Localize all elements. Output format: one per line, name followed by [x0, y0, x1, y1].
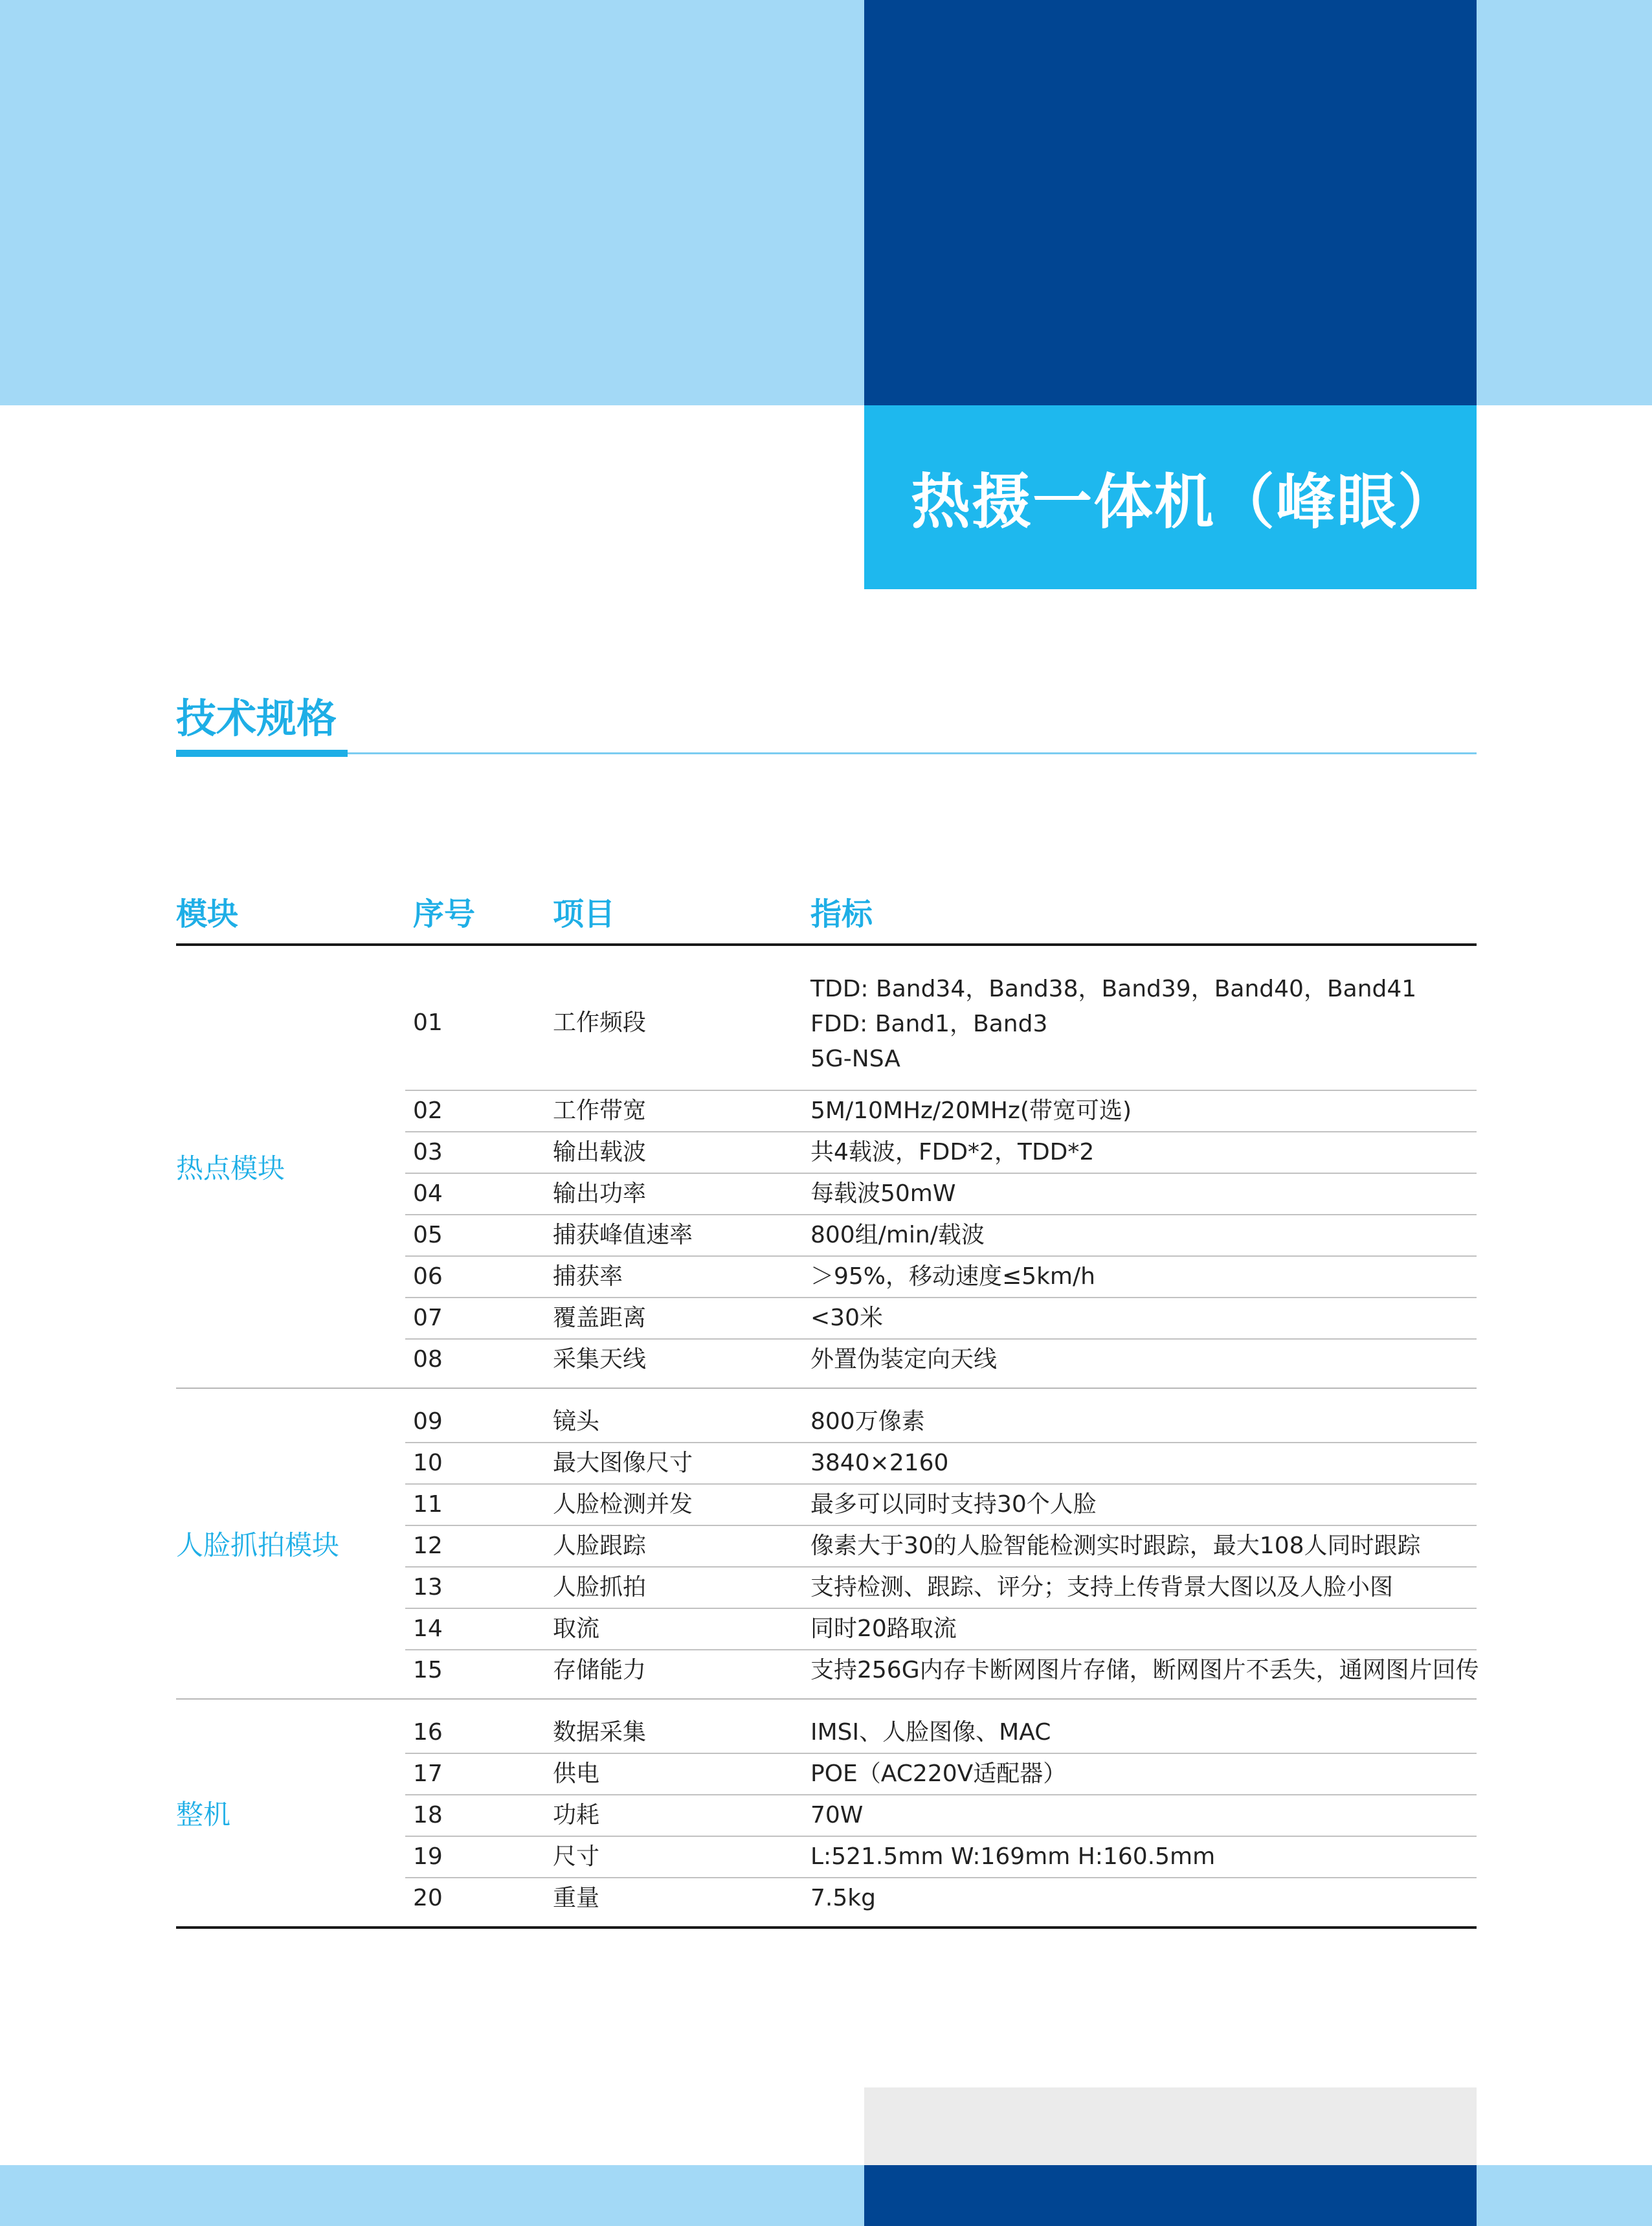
row-number: 10	[413, 1450, 443, 1476]
table-row	[405, 1754, 1477, 1795]
spec-line: IMSI、人脸图像、MAC	[810, 1719, 1051, 1746]
table-row	[405, 1795, 1477, 1837]
row-item: 工作带宽	[553, 1097, 647, 1124]
product-title: 热摄一体机（峰眼）	[911, 467, 1459, 537]
section-divider-accent	[176, 750, 348, 757]
spec-line: 外置伪装定向天线	[810, 1346, 998, 1373]
row-spec	[810, 1715, 1051, 1750]
table-row	[405, 1443, 1477, 1485]
table-row	[405, 1485, 1477, 1526]
table-row	[405, 1650, 1477, 1692]
table-row	[405, 1837, 1477, 1878]
row-number: 15	[413, 1657, 443, 1683]
module-rows	[405, 946, 1477, 1388]
row-item: 人脸检测并发	[553, 1491, 693, 1518]
row-item: 覆盖距离	[553, 1305, 647, 1331]
row-spec	[810, 1653, 1479, 1688]
row-spec	[810, 1839, 1215, 1874]
table-row	[405, 1174, 1477, 1215]
column-header-item: 项目	[553, 896, 616, 932]
table-header	[176, 877, 1477, 946]
row-spec	[810, 1259, 1095, 1294]
row-spec	[810, 1798, 863, 1833]
table-row	[405, 1878, 1477, 1920]
table-row	[405, 1091, 1477, 1132]
spec-line: <30米	[810, 1305, 883, 1331]
row-item: 采集天线	[553, 1346, 647, 1373]
row-item: 捕获峰值速率	[553, 1222, 693, 1248]
row-spec	[810, 1446, 948, 1481]
row-item: 存储能力	[553, 1657, 647, 1683]
row-item: 功耗	[553, 1802, 600, 1828]
row-number: 02	[413, 1097, 443, 1124]
spec-table	[176, 877, 1477, 1929]
row-spec	[810, 1570, 1393, 1605]
table-row	[405, 1257, 1477, 1298]
table-row	[405, 1713, 1477, 1754]
row-spec	[810, 1612, 957, 1647]
row-item: 供电	[553, 1760, 600, 1787]
module-rows	[405, 1700, 1477, 1926]
table-row	[405, 1298, 1477, 1340]
spec-line: TDD: Band34，Band38，Band39，Band40，Band41	[810, 976, 1417, 1002]
spec-line: ＞95%，移动速度≤5km/h	[810, 1263, 1095, 1290]
module-label: 整机	[176, 1799, 231, 1830]
module-group	[176, 1389, 1477, 1700]
spec-line: 每载波50mW	[810, 1180, 956, 1207]
row-spec	[810, 1094, 1132, 1129]
row-item: 输出功率	[553, 1180, 647, 1207]
table-body	[176, 946, 1477, 1929]
spec-line: 像素大于30的人脸智能检测实时跟踪，最大108人同时跟踪	[810, 1533, 1421, 1559]
table-row	[405, 1402, 1477, 1443]
table-row	[405, 1526, 1477, 1568]
spec-line: 同时20路取流	[810, 1615, 957, 1642]
row-spec	[810, 972, 1416, 1077]
row-number: 20	[413, 1885, 443, 1911]
row-spec	[810, 1218, 985, 1253]
row-number: 19	[413, 1843, 443, 1870]
module-rows	[405, 1389, 1477, 1698]
module-label: 人脸抓拍模块	[176, 1529, 340, 1561]
row-number: 11	[413, 1491, 443, 1518]
row-spec	[810, 1404, 925, 1439]
row-number: 04	[413, 1180, 443, 1207]
spec-line: 800组/min/载波	[810, 1222, 985, 1248]
row-number: 13	[413, 1574, 443, 1601]
column-header-no: 序号	[413, 896, 476, 932]
row-item: 捕获率	[553, 1263, 623, 1290]
row-spec	[810, 1342, 997, 1377]
row-number: 09	[413, 1408, 443, 1435]
spec-line: 7.5kg	[810, 1885, 876, 1911]
top-dark-decor-block	[864, 0, 1477, 405]
row-number: 05	[413, 1222, 443, 1248]
module-label: 热点模块	[176, 1152, 285, 1184]
row-item: 重量	[553, 1885, 600, 1911]
table-row	[405, 1609, 1477, 1650]
row-number: 06	[413, 1263, 443, 1290]
row-item: 最大图像尺寸	[553, 1450, 693, 1476]
column-header-spec: 指标	[810, 896, 873, 932]
column-header-module: 模块	[176, 896, 239, 932]
row-item: 镜头	[553, 1408, 600, 1435]
spec-line: 共4载波，FDD*2，TDD*2	[810, 1139, 1095, 1165]
spec-line: FDD: Band1，Band3	[810, 1011, 1048, 1037]
title-banner	[864, 405, 1477, 589]
spec-line: 5G-NSA	[810, 1046, 900, 1072]
spec-line: 70W	[810, 1802, 864, 1828]
row-item: 输出载波	[553, 1139, 647, 1165]
table-row	[405, 1340, 1477, 1381]
spec-line: L:521.5mm W:169mm H:160.5mm	[810, 1843, 1216, 1870]
row-number: 17	[413, 1760, 443, 1787]
row-item: 取流	[553, 1615, 600, 1642]
row-number: 12	[413, 1533, 443, 1559]
bottom-grey-decor	[864, 2087, 1477, 2165]
module-group	[176, 946, 1477, 1389]
row-spec	[810, 1301, 883, 1336]
section-divider	[176, 752, 1477, 754]
row-item: 数据采集	[553, 1719, 647, 1746]
row-spec	[810, 1135, 1094, 1170]
row-item: 尺寸	[553, 1843, 600, 1870]
spec-line: 支持检测、跟踪、评分；支持上传背景大图以及人脸小图	[810, 1574, 1394, 1601]
row-item: 工作频段	[553, 1009, 647, 1036]
table-row	[405, 1568, 1477, 1609]
spec-line: 3840×2160	[810, 1450, 949, 1476]
spec-line: 支持256G内存卡断网图片存储，断网图片不丢失，通网图片回传	[810, 1657, 1479, 1683]
row-number: 14	[413, 1615, 443, 1642]
row-spec	[810, 1529, 1421, 1564]
row-spec	[810, 1487, 1097, 1522]
table-row	[405, 959, 1477, 1091]
spec-line: POE（AC220V适配器）	[810, 1760, 1067, 1787]
spec-line: 800万像素	[810, 1408, 925, 1435]
table-row	[405, 1132, 1477, 1174]
row-spec	[810, 1176, 955, 1211]
spec-line: 5M/10MHz/20MHz(带宽可选)	[810, 1097, 1132, 1124]
row-spec	[810, 1757, 1066, 1792]
row-number: 01	[413, 1009, 443, 1036]
row-number: 07	[413, 1305, 443, 1331]
module-group	[176, 1700, 1477, 1929]
table-row	[405, 1215, 1477, 1257]
bottom-dark-decor-block	[864, 2165, 1477, 2226]
row-number: 18	[413, 1802, 443, 1828]
row-item: 人脸跟踪	[553, 1533, 647, 1559]
row-item: 人脸抓拍	[553, 1574, 647, 1601]
row-spec	[810, 1881, 876, 1916]
row-number: 03	[413, 1139, 443, 1165]
section-heading: 技术规格	[176, 695, 337, 742]
row-number: 08	[413, 1346, 443, 1373]
row-number: 16	[413, 1719, 443, 1746]
spec-line: 最多可以同时支持30个人脸	[810, 1491, 1097, 1518]
